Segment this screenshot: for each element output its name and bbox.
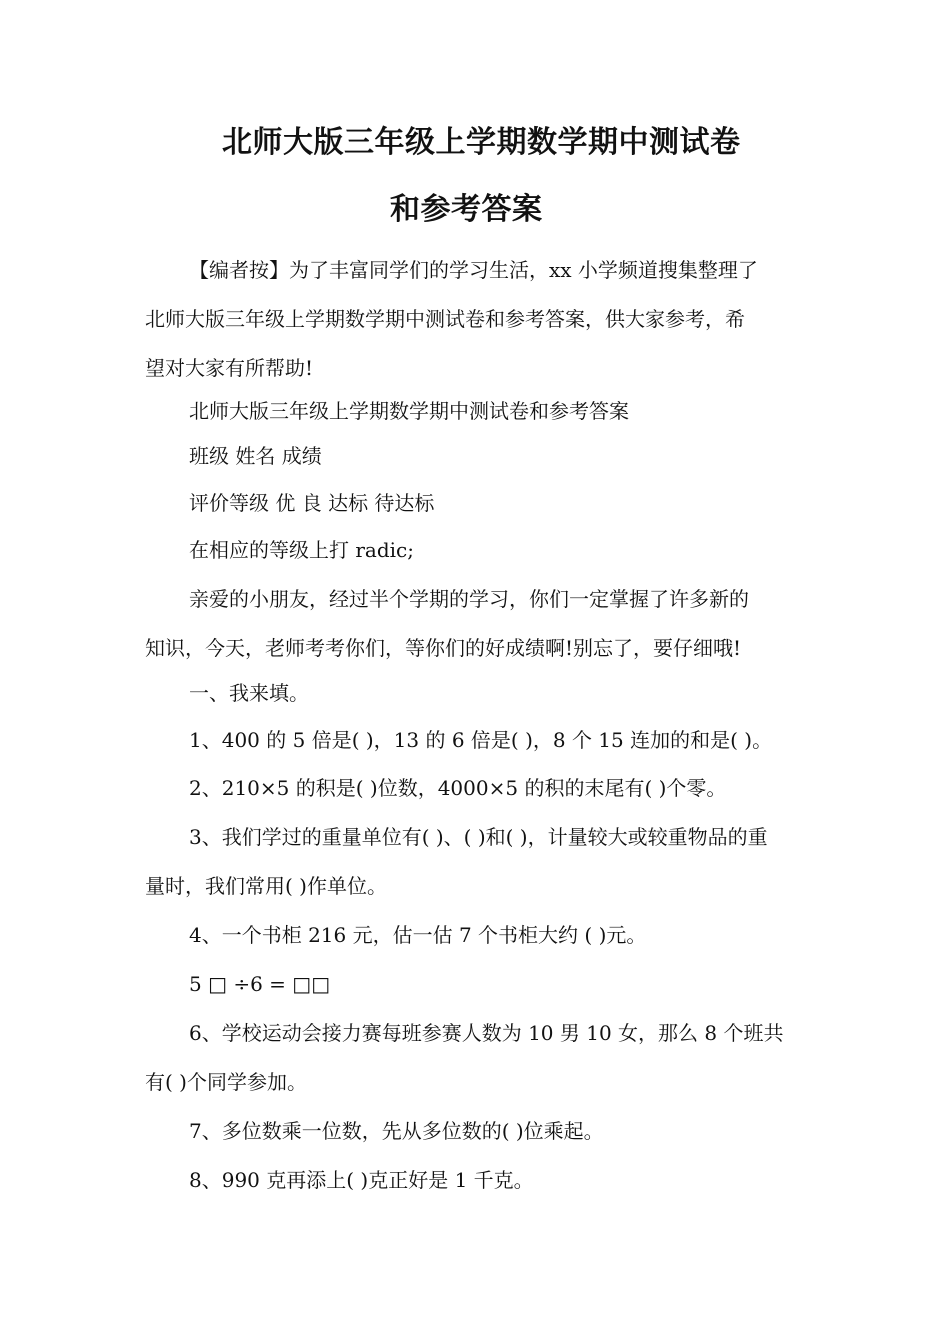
document-title-line2: 和参考答案: [390, 192, 543, 227]
subtitle: [145, 398, 809, 424]
question-3-line2: 量时，我们常用( )作单位。: [145, 874, 387, 898]
editor-note-line1: 【编者按】为了丰富同学们的学习生活，xx 小学频道搜集整理了: [189, 258, 758, 282]
editor-note-line3: 望对大家有所帮助!: [145, 356, 314, 380]
class-line-text: 班级 姓名 成绩: [189, 444, 322, 468]
mark-line-text: 在相应的等级上打 radic;: [189, 538, 414, 562]
question-2: [145, 775, 809, 801]
section-heading: [145, 680, 809, 706]
question-3: [145, 824, 809, 899]
class-line: [145, 443, 809, 469]
subtitle-text: 北师大版三年级上学期数学期中测试卷和参考答案: [189, 399, 629, 423]
question-2-text: 2、210×5 的积是( )位数，4000×5 的积的末尾有( )个零。: [189, 776, 727, 800]
question-5: [145, 971, 809, 997]
grade-line-text: 评价等级 优 良 达标 待达标: [189, 491, 435, 515]
question-4: [145, 922, 809, 948]
question-4-text: 4、一个书柜 216 元，估一估 7 个书柜大约 ( )元。: [189, 923, 647, 947]
intro-line1: 亲爱的小朋友，经过半个学期的学习，你们一定掌握了许多新的: [189, 587, 749, 611]
question-6: [145, 1020, 809, 1095]
question-5-text: 5 □ ÷6 = □□: [189, 972, 331, 996]
document-title-line1: 北师大版三年级上学期数学期中测试卷: [222, 125, 741, 160]
question-3-line1: 3、我们学过的重量单位有( )、( )和( )，计量较大或较重物品的重: [189, 825, 768, 849]
grade-line: [145, 490, 809, 516]
question-7: [145, 1118, 809, 1144]
question-6-line2: 有( )个同学参加。: [145, 1070, 307, 1094]
question-6-line1: 6、学校运动会接力赛每班参赛人数为 10 男 10 女，那么 8 个班共: [189, 1021, 784, 1045]
question-7-text: 7、多位数乘一位数，先从多位数的( )位乘起。: [189, 1119, 604, 1143]
question-8-text: 8、990 克再添上( )克正好是 1 千克。: [189, 1168, 534, 1192]
intro-line2: 知识，今天，老师考考你们，等你们的好成绩啊!别忘了，要仔细哦!: [145, 636, 742, 660]
question-1: [145, 727, 809, 753]
mark-line: [145, 537, 809, 563]
editor-note: [145, 257, 809, 381]
section-heading-text: 一、我来填。: [189, 681, 309, 705]
intro-paragraph: [145, 586, 809, 661]
question-1-text: 1、400 的 5 倍是( )，13 的 6 倍是( )，8 个 15 连加的和是( )。: [189, 728, 773, 752]
editor-note-line2: 北师大版三年级上学期数学期中测试卷和参考答案，供大家参考，希: [145, 307, 745, 331]
question-8: [145, 1167, 809, 1193]
